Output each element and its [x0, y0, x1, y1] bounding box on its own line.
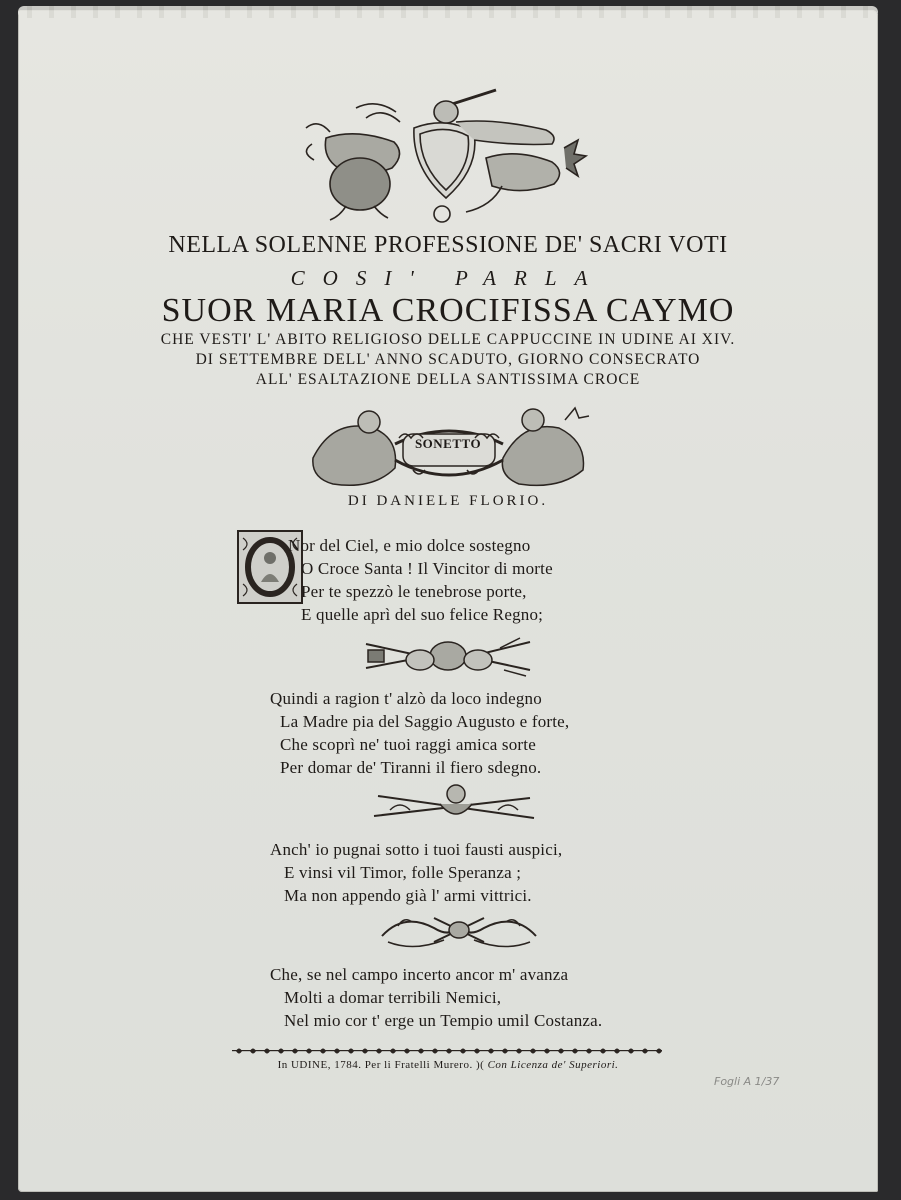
imprint	[18, 1059, 878, 1071]
subheading-line-2: DI SETTEMBRE DELL' ANNO SCADUTO, GIORNO CONSECRATO	[195, 351, 701, 368]
cherub-shield-ornament	[296, 88, 596, 228]
fleuron-mark	[614, 1049, 620, 1054]
shelfmark-annotation: Fogli A 1/37	[714, 1075, 780, 1088]
stanza-2-line-4: Per domar de' Tiranni il fiero sdegno.	[280, 758, 542, 777]
fleuron-mark	[642, 1049, 648, 1054]
fleuron-mark	[320, 1049, 326, 1054]
fleuron-mark	[334, 1049, 340, 1054]
fleuron-mark	[530, 1049, 536, 1054]
stanza-3-line-3: Ma non appendo già l' armi vittrici.	[284, 886, 532, 905]
title-line-1: NELLA SOLENNE PROFESSIONE DE' SACRI VOTI	[168, 232, 728, 258]
fleuron-mark	[348, 1049, 354, 1054]
subheading-line-3: ALL' ESALTAZIONE DELLA SANTISSIMA CROCE	[255, 371, 641, 388]
torn-edge	[18, 6, 878, 18]
fleuron-mark	[628, 1049, 634, 1054]
subheading-line-1: CHE VESTI' L' ABITO RELIGIOSO DELLE CAPPUCCINE IN UDINE AI XIV.	[160, 331, 736, 348]
fleuron-mark	[306, 1049, 312, 1054]
fleuron-mark	[362, 1049, 368, 1054]
fleuron-mark	[488, 1049, 494, 1054]
fleuron-mark	[474, 1049, 480, 1054]
stanza-2-line-1: Quindi a ragion t' alzò da loco indegno	[270, 689, 542, 708]
fleuron-mark	[544, 1049, 550, 1054]
sonetto-label: SONETTO	[414, 436, 482, 451]
footer-border-ornament	[232, 1046, 662, 1056]
title-line-2: COSI' PARLA	[290, 266, 606, 290]
fleuron-mark	[292, 1049, 298, 1054]
stanza-2-line-3: Che scoprì ne' tuoi raggi amica sorte	[280, 735, 536, 754]
fleuron-mark	[502, 1049, 508, 1054]
fleuron-mark	[418, 1049, 424, 1054]
stanza-4-line-1: Che, se nel campo incerto ancor m' avanza	[270, 965, 569, 984]
fleuron-mark	[264, 1049, 270, 1054]
fleuron-mark	[404, 1049, 410, 1054]
broadside-sheet	[18, 10, 878, 1192]
crossed-arms-ornament	[370, 780, 538, 830]
imprint-place: In UDINE, 1784. Per li Fratelli Murero. )(	[277, 1059, 485, 1071]
fleuron-mark	[516, 1049, 522, 1054]
fleuron-mark	[250, 1049, 256, 1054]
stanza-1-line-4: E quelle aprì del suo felice Regno;	[301, 605, 544, 624]
fleuron-mark	[376, 1049, 382, 1054]
stanza-3-line-1: Anch' io pugnai sotto i tuoi fausti auspici,	[270, 840, 563, 859]
fleuron-mark	[236, 1049, 242, 1054]
stanza-4-line-2: Molti a domar terribili Nemici,	[284, 988, 502, 1007]
fleuron-mark	[572, 1049, 578, 1054]
arms-trophy-ornament	[360, 630, 536, 682]
fleuron-mark	[390, 1049, 396, 1054]
fleuron-mark	[586, 1049, 592, 1054]
fleuron-mark	[460, 1049, 466, 1054]
stanza-3-line-2: E vinsi vil Timor, folle Speranza ;	[284, 863, 522, 882]
fleuron-mark	[600, 1049, 606, 1054]
fleuron-mark	[432, 1049, 438, 1054]
fleuron-mark	[278, 1049, 284, 1054]
rococo-scroll-ornament	[374, 906, 544, 954]
author-line: DI DANIELE FLORIO.	[347, 493, 549, 509]
stanza-4-line-3: Nel mio cor t' erge un Tempio umil Costanza.	[284, 1011, 603, 1030]
fleuron-mark	[656, 1049, 662, 1054]
stanza-1-line-2: O Croce Santa ! Il Vincitor di morte	[301, 559, 553, 578]
fleuron-mark	[558, 1049, 564, 1054]
title-line-3: SUOR MARIA CROCIFISSA CAYMO	[161, 292, 735, 329]
stanza-1-line-1: Nor del Ciel, e mio dolce sostegno	[288, 536, 531, 555]
fleuron-mark	[446, 1049, 452, 1054]
imprint-license: Con Licenza de' Superiori.	[487, 1059, 619, 1071]
stanza-2-line-2: La Madre pia del Saggio Augusto e forte,	[280, 712, 570, 731]
stanza-1-line-3: Per te spezzò le tenebrose porte,	[301, 582, 527, 601]
